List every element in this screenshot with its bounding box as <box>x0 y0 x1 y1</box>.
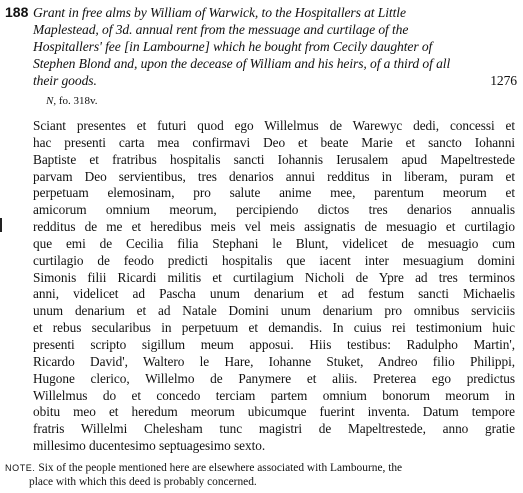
latin-line: unum denarium et ad Natale Domini unum denarium pro omnibus serviciis <box>33 303 515 319</box>
latin-line: Ricardo David', Waltero le Hare, Iohanne Stuket, Andreo filio Philippi, <box>33 353 515 369</box>
latin-line: Hugone clerico, Willelmo de Panymere et aliis. Preterea ego predictus <box>33 370 515 386</box>
note-label: NOTE. <box>5 463 36 473</box>
latin-text <box>33 118 515 455</box>
entry-summary <box>33 4 517 89</box>
latin-line: Simonis filii Ricardi militis et curtilagium Nicholi de Ypre ad tres terminos <box>33 269 515 285</box>
entry-date: 1276 <box>490 73 517 88</box>
source-reference <box>46 95 98 108</box>
latin-line: millesimo ducentesimo septuagesimo sexto. <box>33 438 266 454</box>
summary-line: Maplestead, of 3d. annual rent from the messuage and curtilage of the <box>33 22 409 37</box>
source-manuscript: N, <box>46 95 57 107</box>
summary-line: Hospitallers' fee [in Lambourne] which he bought from Cecily daughter of <box>33 39 433 54</box>
latin-line: fratris Willelmi Chelesham tunc magistri de Mapeltrestede, anno gratie <box>33 421 515 437</box>
latin-line: presenti scripto sigillum meum apposui. Hiis testibus: Radulpho Martin', <box>33 336 515 352</box>
entry-heading <box>5 4 517 89</box>
latin-line: obitu meo et heredum meorum ubicumque fuerint inventa. Datum tempore <box>33 404 515 420</box>
latin-line: que emi de Cecilia filia Stephani le Blunt, videlicet de mesuagio cum <box>33 235 515 251</box>
footnote <box>5 461 517 489</box>
summary-line: Stephen Blond and, upon the decease of William and his heirs, of a third of all <box>33 56 451 71</box>
note-first-line <box>5 461 517 475</box>
note-text: Six of the people mentioned here are elsewhere associated with Lambourne, the <box>38 462 403 474</box>
latin-line: Baptiste et fratribus hospitalis sancti Iohannis Ierusalem apud Mapeltrestede <box>33 151 515 167</box>
latin-line: et rebus secularibus in perpetuum et demandis. In cuius rei testimonium huic <box>33 320 515 336</box>
summary-last-line <box>33 72 517 89</box>
latin-line: redditus de me et heredibus meis vel meis assignatis de mesuagio et curtilagio <box>33 219 515 235</box>
latin-line: perpetuam elemosinam, pro salute anime mee, parentum meorum et <box>33 185 515 201</box>
latin-line: anni, videlicet ad Pascha unum denarium et ad festum sancti Michaelis <box>33 286 515 302</box>
latin-line: parvam Deo servientibus, tres denarios annui redditus in liberam, puram et <box>33 168 515 184</box>
entry-number: 188 <box>5 4 29 20</box>
latin-line: Willelmus do et concedo terciam partem omnium bonorum meorum in <box>33 387 515 403</box>
summary-line: Grant in free alms by William of Warwick, to the Hospitallers at Little <box>33 5 406 20</box>
source-folio: fo. 318v. <box>58 95 98 107</box>
latin-line: Sciant presentes et futuri quod ego Willelmus de Warewyc dedi, concessi et <box>33 118 515 133</box>
margin-mark <box>0 218 2 232</box>
summary-line: their goods. <box>33 73 97 88</box>
note-text: place with which this deed is probably concerned. <box>29 476 257 488</box>
latin-line: amicorum omnium meorum, percipiendo dictos tres denarios annualis <box>33 202 515 218</box>
latin-line: hac presenti carta mea confirmavi Deo et beate Marie et sancto Iohanni <box>33 134 515 150</box>
latin-line: curtilagio de feodo predicti hospitalis que iacent inter mesuagium domini <box>33 252 515 268</box>
